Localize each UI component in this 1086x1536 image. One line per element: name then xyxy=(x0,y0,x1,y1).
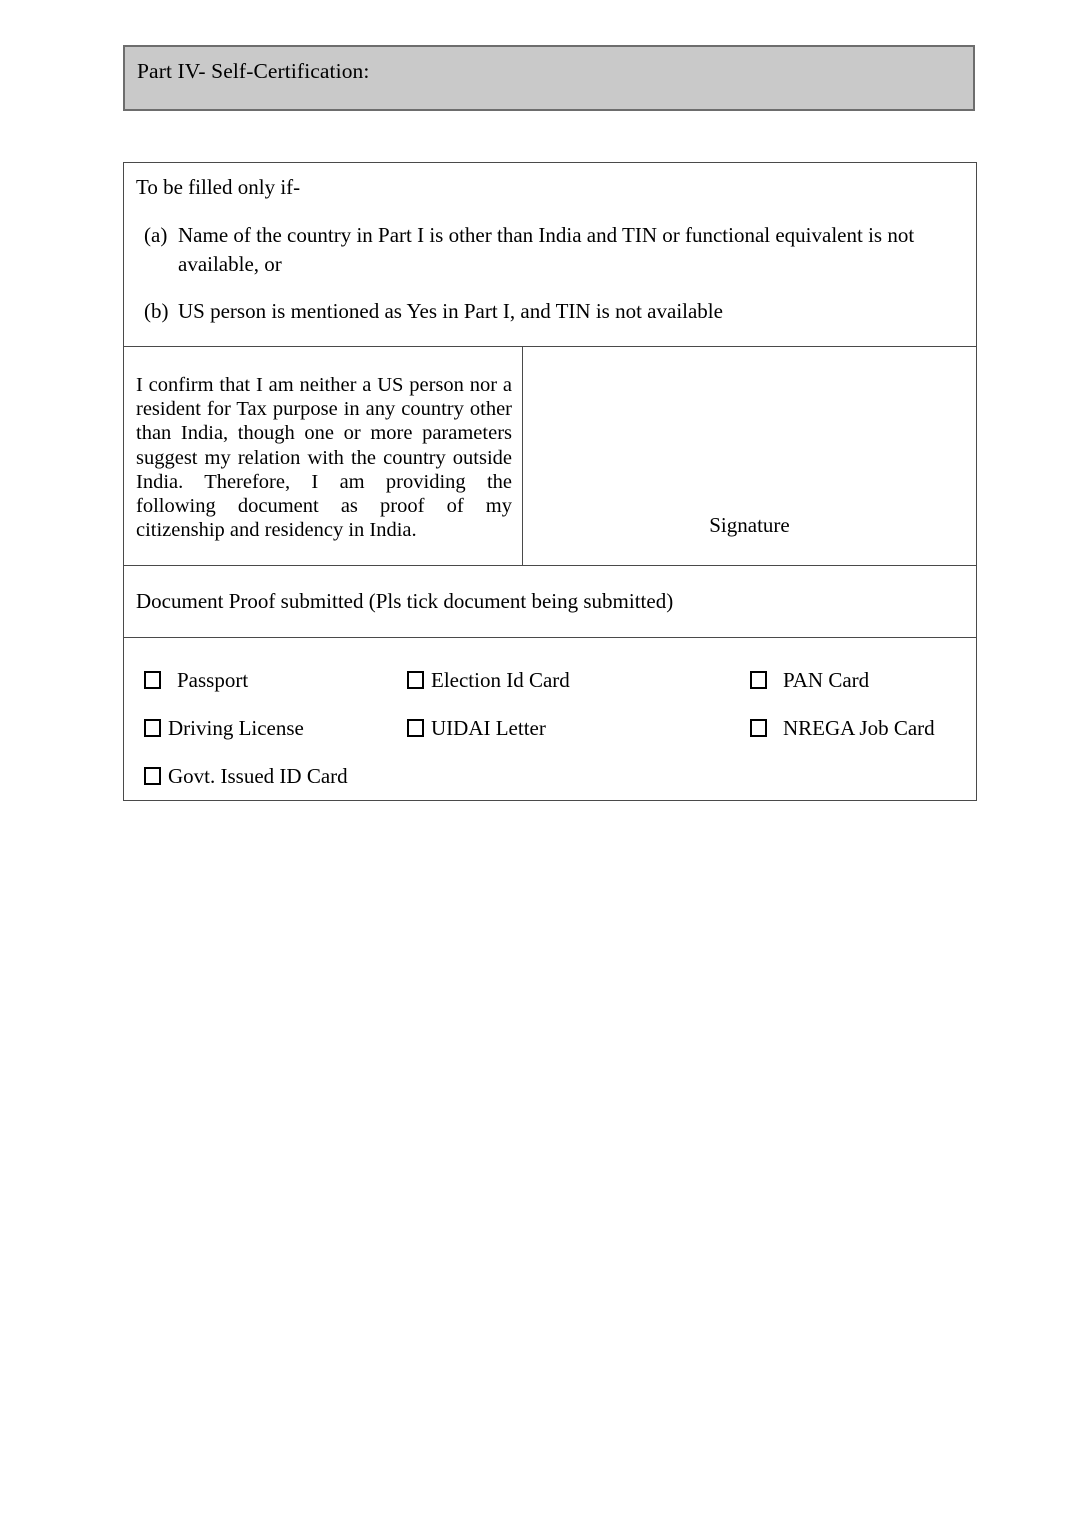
checkbox-icon[interactable] xyxy=(750,671,767,689)
signature-cell[interactable] xyxy=(523,347,976,565)
part-heading-title: Part IV- Self-Certification: xyxy=(137,59,370,83)
checkbox-icon[interactable] xyxy=(144,671,161,689)
declaration-cell xyxy=(124,347,523,565)
conditions-lead-text: To be filled only if- xyxy=(136,175,301,199)
checkbox-icon[interactable] xyxy=(407,719,424,737)
checkbox-label: PAN Card xyxy=(783,668,870,692)
checkbox-option-driving-license[interactable] xyxy=(144,716,304,740)
checkbox-label: Passport xyxy=(177,668,249,692)
declaration-text: I confirm that I am neither a US person nor a resident for Tax purpose in any country other than India, though one or more parameters suggest my relation with the country outside India. Therefore, I am providing the following document as proof of my citizenship and residency in India. xyxy=(136,374,512,542)
checkbox-icon[interactable] xyxy=(750,719,767,737)
checkbox-option-election-id-card[interactable] xyxy=(407,668,570,692)
checkbox-label: Driving License xyxy=(168,716,304,740)
document-proof-heading: Document Proof submitted (Pls tick document being submitted) xyxy=(136,589,674,613)
condition-marker-a: (a) xyxy=(144,223,168,247)
condition-text-b: US person is mentioned as Yes in Part I, and TIN is not available xyxy=(178,299,723,323)
checkbox-option-govt-issued-id-card[interactable] xyxy=(144,764,348,788)
conditions-row xyxy=(124,163,976,347)
checkbox-label: UIDAI Letter xyxy=(431,716,546,740)
document-proof-options-row xyxy=(124,638,976,800)
part-heading-banner xyxy=(123,45,975,111)
checkbox-option-pan-card[interactable] xyxy=(750,668,869,692)
condition-text-a: Name of the country in Part I is other than India and TIN or functional equivalent is not available, or xyxy=(178,223,915,276)
checkbox-option-passport[interactable] xyxy=(144,668,248,692)
checkbox-icon[interactable] xyxy=(407,671,424,689)
checkbox-option-nrega-job-card[interactable] xyxy=(750,716,935,740)
checkbox-icon[interactable] xyxy=(144,719,161,737)
signature-label: Signature xyxy=(709,513,790,537)
declaration-row xyxy=(124,347,976,566)
checkbox-label: Election Id Card xyxy=(431,668,570,692)
document-proof-heading-row xyxy=(124,566,976,638)
condition-item-a xyxy=(136,221,962,279)
condition-item-b xyxy=(136,297,962,326)
checkbox-label: Govt. Issued ID Card xyxy=(168,764,348,788)
checkbox-icon[interactable] xyxy=(144,767,161,785)
condition-marker-b: (b) xyxy=(144,299,169,323)
self-certification-table xyxy=(123,162,977,801)
checkbox-option-uidai-letter[interactable] xyxy=(407,716,546,740)
checkbox-label: NREGA Job Card xyxy=(783,716,935,740)
